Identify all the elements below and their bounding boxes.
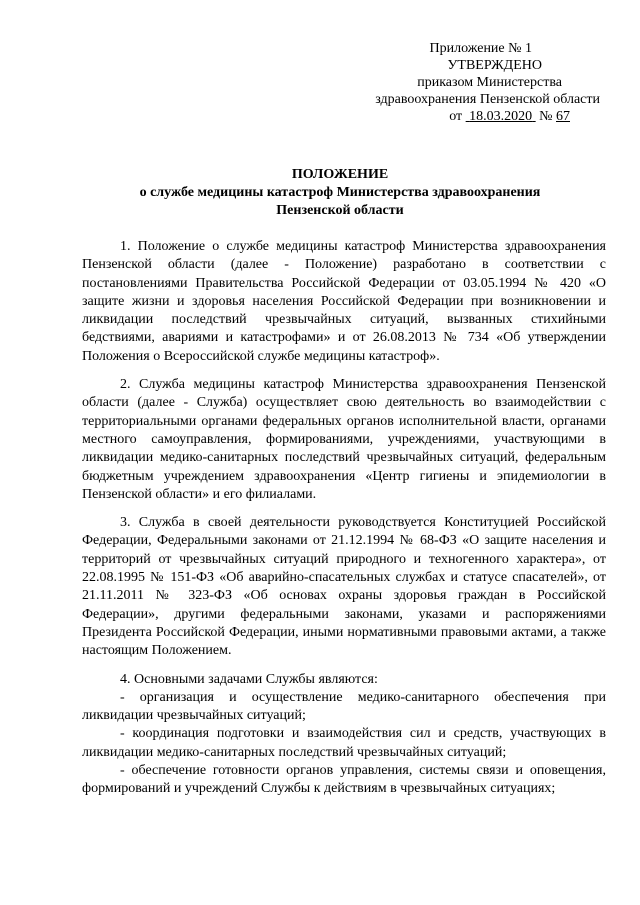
list-item: - координация подготовки и взаимодействия сил и средств, участвующих в ликвидации медико-санитарных последствий чрезвычайных ситуаций; <box>82 726 606 760</box>
title-line-2: о службе медицины катастроф Министерства здравоохранения <box>139 185 541 200</box>
list-item: - организация и осуществление медико-санитарного обеспечения при ликвидации чрезвычайных ситуаций; <box>82 689 606 724</box>
paragraph-1: 1. Положение о службе медицины катастроф Министерства здравоохранения Пензенской области (далее - Положение) разработано в соответствии с постановлениями Правительства Российской Федерации от 03.05.1994 № 420 «О защите жизни и здоровья населения Российской Федерации при возникновении и ликвидации последствий чрезвычайных ситуаций, вызванных стихийными бедствиями, авариями и катастрофами» и от 26.08.2013 № 734 «Об утверждении Положения о Всероссийской службе медицины катастроф». <box>82 239 606 364</box>
document-body <box>82 238 606 799</box>
appendix-label: Приложение № 1 <box>429 41 532 56</box>
title-line-1: ПОЛОЖЕНИЕ <box>291 167 389 182</box>
date-prefix: от <box>449 109 463 124</box>
list-item: - обеспечение готовности органов управления, системы связи и оповещения, формирований и учреждений Службы к действиям в чрезвычайных ситуациях; <box>82 763 606 797</box>
number-prefix: № <box>539 109 553 124</box>
paragraph-2: 2. Служба медицины катастроф Министерства здравоохранения Пензенской области (далее - Служба) осуществляет свою деятельность во взаимодействии с территориальными органами федеральных органов исполнительной власти, органами местного самоуправления, формированиями, учреждениями, участвующими в ликвидации медико-санитарных последствий чрезвычайных ситуаций, федеральным бюджетным учреждением здравоохранения «Центр гигиены и эпидемиологии в Пензенской области» и его филиалами. <box>82 377 606 502</box>
order-label: приказом Министерства <box>417 75 562 90</box>
title-line-3: Пензенской области <box>276 203 404 218</box>
order-number: 67 <box>556 109 570 124</box>
paragraph-3: 3. Служба в своей деятельности руководствуется Конституцией Российской Федерации, Федеральными законами от 21.12.1994 № 68-ФЗ «О защите населения и территорий от чрезвычайных ситуаций природного и техногенного характера», от 22.08.1995 № 151-ФЗ «Об аварийно-спасательных службах и статусе спасателей», от 21.11.2011 № 323-ФЗ «Об основах охраны здоровья граждан в Российской Федерации», другими федеральными законами, указами и распоряжениями Президента Российской Федерации, иными нормативными правовыми актами, а также настоящим Положением. <box>82 515 606 659</box>
approved-label: УТВЕРЖДЕНО <box>447 58 542 73</box>
paragraph-4: 4. Основными задачами Службы являются: <box>120 671 378 687</box>
document-title <box>80 166 600 220</box>
order-date: 18.03.2020 <box>469 109 533 124</box>
approval-header <box>370 40 600 125</box>
order-date-line <box>370 108 570 125</box>
ministry-label: здравоохранения Пензенской области <box>375 92 600 107</box>
